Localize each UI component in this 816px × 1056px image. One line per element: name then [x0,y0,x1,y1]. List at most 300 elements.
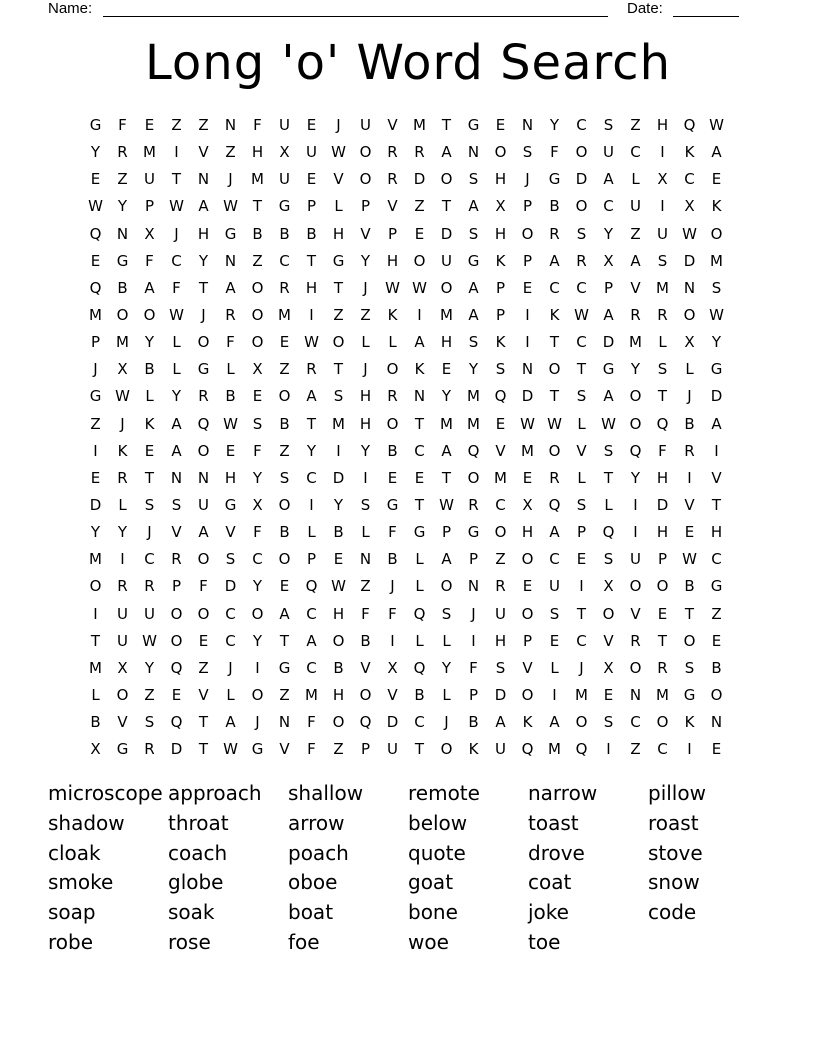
grid-letter[interactable]: B [333,523,344,542]
grid-letter[interactable]: O [521,224,534,243]
grid-letter[interactable]: M [332,414,345,433]
grid-letter[interactable]: Z [198,658,209,677]
grid-letter[interactable]: U [306,143,317,162]
grid-letter[interactable]: H [494,224,507,243]
grid-letter[interactable]: G [602,360,615,379]
grid-letter[interactable]: B [414,685,425,704]
grid-letter[interactable]: A [495,713,506,732]
grid-letter[interactable]: O [332,631,345,650]
grid-letter[interactable]: W [223,414,238,433]
grid-letter[interactable]: A [225,278,236,297]
grid-letter[interactable]: A [603,170,614,189]
grid-letter[interactable]: G [548,170,561,189]
grid-letter[interactable]: O [710,685,723,704]
grid-letter[interactable]: Q [602,523,615,542]
grid-letter[interactable]: P [360,197,371,216]
grid-letter[interactable]: B [306,224,317,243]
grid-letter[interactable]: E [522,577,533,596]
grid-letter[interactable]: B [360,631,371,650]
grid-letter[interactable]: C [549,278,560,297]
grid-letter[interactable]: Q [683,116,696,134]
grid-letter[interactable]: R [117,577,128,596]
grid-letter[interactable]: L [631,170,640,189]
grid-letter[interactable]: F [172,278,181,297]
grid-letter[interactable]: R [306,360,317,379]
grid-letter[interactable]: J [363,278,368,297]
grid-letter[interactable]: O [440,740,453,759]
grid-letter[interactable]: M [89,305,102,324]
grid-letter[interactable]: C [252,550,263,569]
grid-letter[interactable]: P [387,224,398,243]
grid-letter[interactable]: V [576,441,587,460]
grid-letter[interactable]: P [576,523,587,542]
grid-letter[interactable]: P [360,740,371,759]
grid-letter[interactable]: W [142,631,157,650]
grid-letter[interactable]: E [90,468,101,487]
grid-letter[interactable]: X [684,197,695,216]
date-field[interactable] [673,16,739,17]
grid-letter[interactable]: O [548,360,561,379]
grid-letter[interactable]: B [144,360,155,379]
grid-letter[interactable]: I [633,523,638,542]
grid-letter[interactable]: W [547,414,562,433]
grid-letter[interactable]: L [226,360,235,379]
grid-letter[interactable]: E [549,631,560,650]
grid-letter[interactable]: V [684,495,695,514]
grid-letter[interactable]: N [521,116,534,134]
grid-letter[interactable]: E [306,116,317,134]
grid-letter[interactable]: G [386,495,399,514]
grid-letter[interactable]: Z [495,550,506,569]
grid-letter[interactable]: F [253,441,262,460]
grid-letter[interactable]: F [658,441,667,460]
grid-letter[interactable]: D [710,387,723,406]
grid-letter[interactable]: L [388,333,397,352]
grid-letter[interactable]: L [415,550,424,569]
grid-letter[interactable]: I [687,468,692,487]
grid-letter[interactable]: V [711,468,722,487]
grid-letter[interactable]: W [169,305,184,324]
grid-letter[interactable]: B [90,713,101,732]
grid-letter[interactable]: Y [171,387,182,406]
grid-letter[interactable]: B [684,577,695,596]
grid-letter[interactable]: Q [575,740,588,759]
grid-letter[interactable]: I [417,305,422,324]
grid-letter[interactable]: P [441,523,452,542]
grid-letter[interactable]: O [251,305,264,324]
grid-letter[interactable]: B [387,550,398,569]
grid-letter[interactable]: O [575,713,588,732]
grid-letter[interactable]: A [441,441,452,460]
grid-letter[interactable]: M [440,305,453,324]
grid-letter[interactable]: T [441,116,452,134]
grid-letter[interactable]: E [711,740,722,759]
grid-letter[interactable]: X [522,495,533,514]
grid-letter[interactable]: Q [305,577,318,596]
grid-letter[interactable]: E [279,333,290,352]
grid-letter[interactable]: I [93,604,98,623]
grid-letter[interactable]: O [251,685,264,704]
grid-letter[interactable]: F [550,143,559,162]
grid-letter[interactable]: I [309,305,314,324]
grid-letter[interactable]: O [413,251,426,270]
grid-letter[interactable]: O [170,631,183,650]
grid-letter[interactable]: H [386,251,399,270]
grid-letter[interactable]: Z [225,143,236,162]
grid-letter[interactable]: Z [630,116,641,134]
grid-letter[interactable]: O [521,604,534,623]
grid-letter[interactable]: Y [630,468,641,487]
grid-letter[interactable]: V [333,170,344,189]
grid-letter[interactable]: S [603,550,614,569]
grid-letter[interactable]: O [278,495,291,514]
grid-letter[interactable]: M [413,116,426,134]
grid-letter[interactable]: T [90,631,101,650]
grid-letter[interactable]: D [494,685,507,704]
grid-letter[interactable]: O [251,278,264,297]
grid-letter[interactable]: E [414,468,425,487]
grid-letter[interactable]: K [495,333,506,352]
grid-letter[interactable]: M [656,685,669,704]
grid-letter[interactable]: Q [548,495,561,514]
grid-letter[interactable]: X [279,143,290,162]
grid-letter[interactable]: I [363,468,368,487]
grid-letter[interactable]: T [549,387,560,406]
grid-letter[interactable]: B [225,387,236,406]
grid-letter[interactable]: F [361,604,370,623]
grid-letter[interactable]: J [255,713,260,732]
grid-letter[interactable]: A [603,305,614,324]
grid-letter[interactable]: W [385,278,400,297]
grid-letter[interactable]: D [224,577,237,596]
grid-letter[interactable]: E [198,631,209,650]
grid-letter[interactable]: A [306,631,317,650]
grid-letter[interactable]: V [630,604,641,623]
grid-letter[interactable]: R [657,658,668,677]
grid-letter[interactable]: G [710,360,723,379]
grid-letter[interactable]: M [656,278,669,297]
grid-letter[interactable]: Y [441,658,452,677]
grid-letter[interactable]: E [657,604,668,623]
grid-letter[interactable]: U [279,170,290,189]
grid-letter[interactable]: F [253,523,262,542]
grid-letter[interactable]: S [657,360,668,379]
grid-letter[interactable]: H [332,685,345,704]
grid-letter[interactable]: O [629,658,642,677]
grid-letter[interactable]: W [115,387,130,406]
grid-letter[interactable]: V [630,278,641,297]
grid-letter[interactable]: P [90,333,101,352]
grid-letter[interactable]: B [279,523,290,542]
grid-letter[interactable]: U [549,577,560,596]
grid-letter[interactable]: A [198,523,209,542]
grid-letter[interactable]: B [279,224,290,243]
grid-letter[interactable]: E [171,685,182,704]
grid-letter[interactable]: V [387,685,398,704]
grid-letter[interactable]: I [687,740,692,759]
grid-letter[interactable]: J [444,713,449,732]
grid-letter[interactable]: S [225,550,236,569]
grid-letter[interactable]: C [603,197,614,216]
grid-letter[interactable]: G [197,360,210,379]
grid-letter[interactable]: E [90,251,101,270]
grid-letter[interactable]: T [711,495,722,514]
grid-letter[interactable]: X [117,360,128,379]
grid-letter[interactable]: O [575,143,588,162]
grid-letter[interactable]: T [333,360,344,379]
grid-letter[interactable]: A [441,143,452,162]
grid-letter[interactable]: D [170,740,183,759]
grid-letter[interactable]: E [144,116,155,134]
grid-letter[interactable]: E [576,550,587,569]
grid-letter[interactable]: Z [360,305,371,324]
grid-letter[interactable]: L [334,197,343,216]
grid-letter[interactable]: O [386,414,399,433]
grid-letter[interactable]: V [360,224,371,243]
grid-letter[interactable]: L [577,414,586,433]
grid-letter[interactable]: O [89,577,102,596]
grid-letter[interactable]: H [494,170,507,189]
grid-letter[interactable]: J [228,658,233,677]
grid-letter[interactable]: S [171,495,182,514]
grid-letter[interactable]: S [468,224,479,243]
grid-letter[interactable]: U [387,740,398,759]
grid-letter[interactable]: K [144,414,155,433]
grid-letter[interactable]: C [711,550,722,569]
grid-letter[interactable]: C [414,441,425,460]
grid-letter[interactable]: Y [603,224,614,243]
grid-letter[interactable]: G [710,577,723,596]
grid-letter[interactable]: Z [171,116,182,134]
grid-letter[interactable]: A [198,197,209,216]
grid-letter[interactable]: C [306,468,317,487]
grid-letter[interactable]: M [629,333,642,352]
grid-letter[interactable]: O [197,550,210,569]
grid-letter[interactable]: P [657,550,668,569]
grid-letter[interactable]: Q [656,414,669,433]
grid-letter[interactable]: J [579,658,584,677]
grid-letter[interactable]: U [630,197,641,216]
grid-letter[interactable]: F [253,116,262,134]
grid-letter[interactable]: U [117,604,128,623]
grid-letter[interactable]: D [332,468,345,487]
grid-letter[interactable]: V [387,116,398,134]
grid-letter[interactable]: R [144,577,155,596]
grid-letter[interactable]: L [604,495,613,514]
grid-letter[interactable]: T [414,495,425,514]
grid-letter[interactable]: E [684,523,695,542]
grid-letter[interactable]: N [170,468,183,487]
grid-letter[interactable]: H [332,224,345,243]
grid-letter[interactable]: H [440,333,453,352]
grid-letter[interactable]: O [440,170,453,189]
grid-letter[interactable]: I [525,333,530,352]
grid-letter[interactable]: N [413,387,426,406]
grid-letter[interactable]: L [226,685,235,704]
grid-letter[interactable]: G [467,116,480,134]
grid-letter[interactable]: N [278,713,291,732]
name-field[interactable] [103,16,608,17]
grid-letter[interactable]: X [252,495,263,514]
grid-letter[interactable]: H [224,468,237,487]
grid-letter[interactable]: B [711,658,722,677]
grid-letter[interactable]: Q [629,441,642,460]
grid-letter[interactable]: O [116,685,129,704]
grid-letter[interactable]: R [387,387,398,406]
grid-letter[interactable]: S [495,360,506,379]
grid-letter[interactable]: B [387,441,398,460]
grid-letter[interactable]: F [388,604,397,623]
grid-letter[interactable]: I [525,305,530,324]
grid-letter[interactable]: D [656,495,669,514]
grid-letter[interactable]: I [174,143,179,162]
grid-letter[interactable]: G [251,740,264,759]
grid-letter[interactable]: N [467,577,480,596]
grid-letter[interactable]: C [225,631,236,650]
grid-letter[interactable]: C [171,251,182,270]
grid-letter[interactable]: P [144,197,155,216]
grid-letter[interactable]: S [684,658,695,677]
grid-letter[interactable]: Y [333,495,344,514]
grid-letter[interactable]: G [278,197,291,216]
grid-letter[interactable]: T [279,631,290,650]
grid-letter[interactable]: T [576,360,587,379]
grid-letter[interactable]: T [441,197,452,216]
grid-letter[interactable]: S [144,713,155,732]
grid-letter[interactable]: I [660,197,665,216]
grid-letter[interactable]: S [144,495,155,514]
grid-letter[interactable]: N [224,251,237,270]
grid-letter[interactable]: V [495,441,506,460]
grid-letter[interactable]: V [198,685,209,704]
grid-letter[interactable]: I [660,143,665,162]
grid-letter[interactable]: Y [117,197,128,216]
grid-letter[interactable]: F [469,658,478,677]
grid-letter[interactable]: J [201,305,206,324]
grid-letter[interactable]: G [116,251,129,270]
grid-letter[interactable]: S [441,604,452,623]
grid-letter[interactable]: Z [630,740,641,759]
grid-letter[interactable]: Y [306,441,317,460]
grid-letter[interactable]: A [414,333,425,352]
grid-letter[interactable]: X [252,360,263,379]
grid-letter[interactable]: I [309,495,314,514]
grid-letter[interactable]: R [144,740,155,759]
grid-letter[interactable]: Y [144,333,155,352]
grid-letter[interactable]: E [225,441,236,460]
grid-letter[interactable]: M [548,740,561,759]
grid-letter[interactable]: P [306,197,317,216]
grid-letter[interactable]: I [579,577,584,596]
grid-letter[interactable]: K [711,197,722,216]
grid-letter[interactable]: M [89,658,102,677]
grid-letter[interactable]: O [629,387,642,406]
grid-letter[interactable]: A [711,143,722,162]
grid-letter[interactable]: C [630,143,641,162]
grid-letter[interactable]: M [440,414,453,433]
grid-letter[interactable]: O [629,414,642,433]
grid-letter[interactable]: Q [89,224,102,243]
grid-letter[interactable]: O [332,333,345,352]
grid-letter[interactable]: O [629,577,642,596]
grid-letter[interactable]: I [93,441,98,460]
grid-letter[interactable]: G [332,251,345,270]
grid-letter[interactable]: X [387,658,398,677]
grid-letter[interactable]: X [495,197,506,216]
grid-letter[interactable]: I [255,658,260,677]
grid-letter[interactable]: Z [630,224,641,243]
grid-letter[interactable]: S [468,333,479,352]
grid-letter[interactable]: V [279,740,290,759]
grid-letter[interactable]: T [198,278,209,297]
grid-letter[interactable]: D [413,170,426,189]
grid-letter[interactable]: O [170,604,183,623]
grid-letter[interactable]: E [441,360,452,379]
grid-letter[interactable]: S [576,224,587,243]
grid-letter[interactable]: R [387,143,398,162]
grid-letter[interactable]: R [549,224,560,243]
grid-letter[interactable]: M [575,685,588,704]
grid-letter[interactable]: M [89,550,102,569]
grid-letter[interactable]: C [549,550,560,569]
grid-letter[interactable]: X [657,170,668,189]
grid-letter[interactable]: Q [467,441,480,460]
grid-letter[interactable]: Z [90,414,101,433]
grid-letter[interactable]: Y [549,116,560,134]
grid-letter[interactable]: W [169,197,184,216]
grid-letter[interactable]: R [468,495,479,514]
grid-letter[interactable]: W [709,116,724,134]
grid-letter[interactable]: V [225,523,236,542]
grid-letter[interactable]: B [117,278,128,297]
grid-letter[interactable]: R [495,577,506,596]
grid-letter[interactable]: L [361,523,370,542]
grid-letter[interactable]: F [199,577,208,596]
grid-letter[interactable]: U [279,116,290,134]
grid-letter[interactable]: J [228,170,233,189]
grid-letter[interactable]: A [144,278,155,297]
grid-letter[interactable]: N [710,713,723,732]
grid-letter[interactable]: H [521,523,534,542]
grid-letter[interactable]: B [252,224,263,243]
grid-letter[interactable]: M [116,333,129,352]
grid-letter[interactable]: R [630,305,641,324]
grid-letter[interactable]: H [656,116,669,134]
grid-letter[interactable]: S [711,278,722,297]
grid-letter[interactable]: R [657,305,668,324]
grid-letter[interactable]: R [387,170,398,189]
grid-letter[interactable]: A [549,523,560,542]
grid-letter[interactable]: A [549,713,560,732]
grid-letter[interactable]: D [89,495,102,514]
grid-letter[interactable]: D [575,170,588,189]
grid-letter[interactable]: R [630,631,641,650]
grid-letter[interactable]: O [116,305,129,324]
grid-letter[interactable]: X [603,658,614,677]
grid-letter[interactable]: O [359,143,372,162]
grid-letter[interactable]: A [603,387,614,406]
grid-letter[interactable]: A [711,414,722,433]
grid-letter[interactable]: S [279,468,290,487]
grid-letter[interactable]: D [683,251,696,270]
grid-letter[interactable]: I [336,441,341,460]
grid-letter[interactable]: I [471,631,476,650]
grid-letter[interactable]: E [711,631,722,650]
grid-letter[interactable]: I [714,441,719,460]
grid-letter[interactable]: T [198,740,209,759]
grid-letter[interactable]: O [467,468,480,487]
grid-letter[interactable]: G [89,116,102,134]
